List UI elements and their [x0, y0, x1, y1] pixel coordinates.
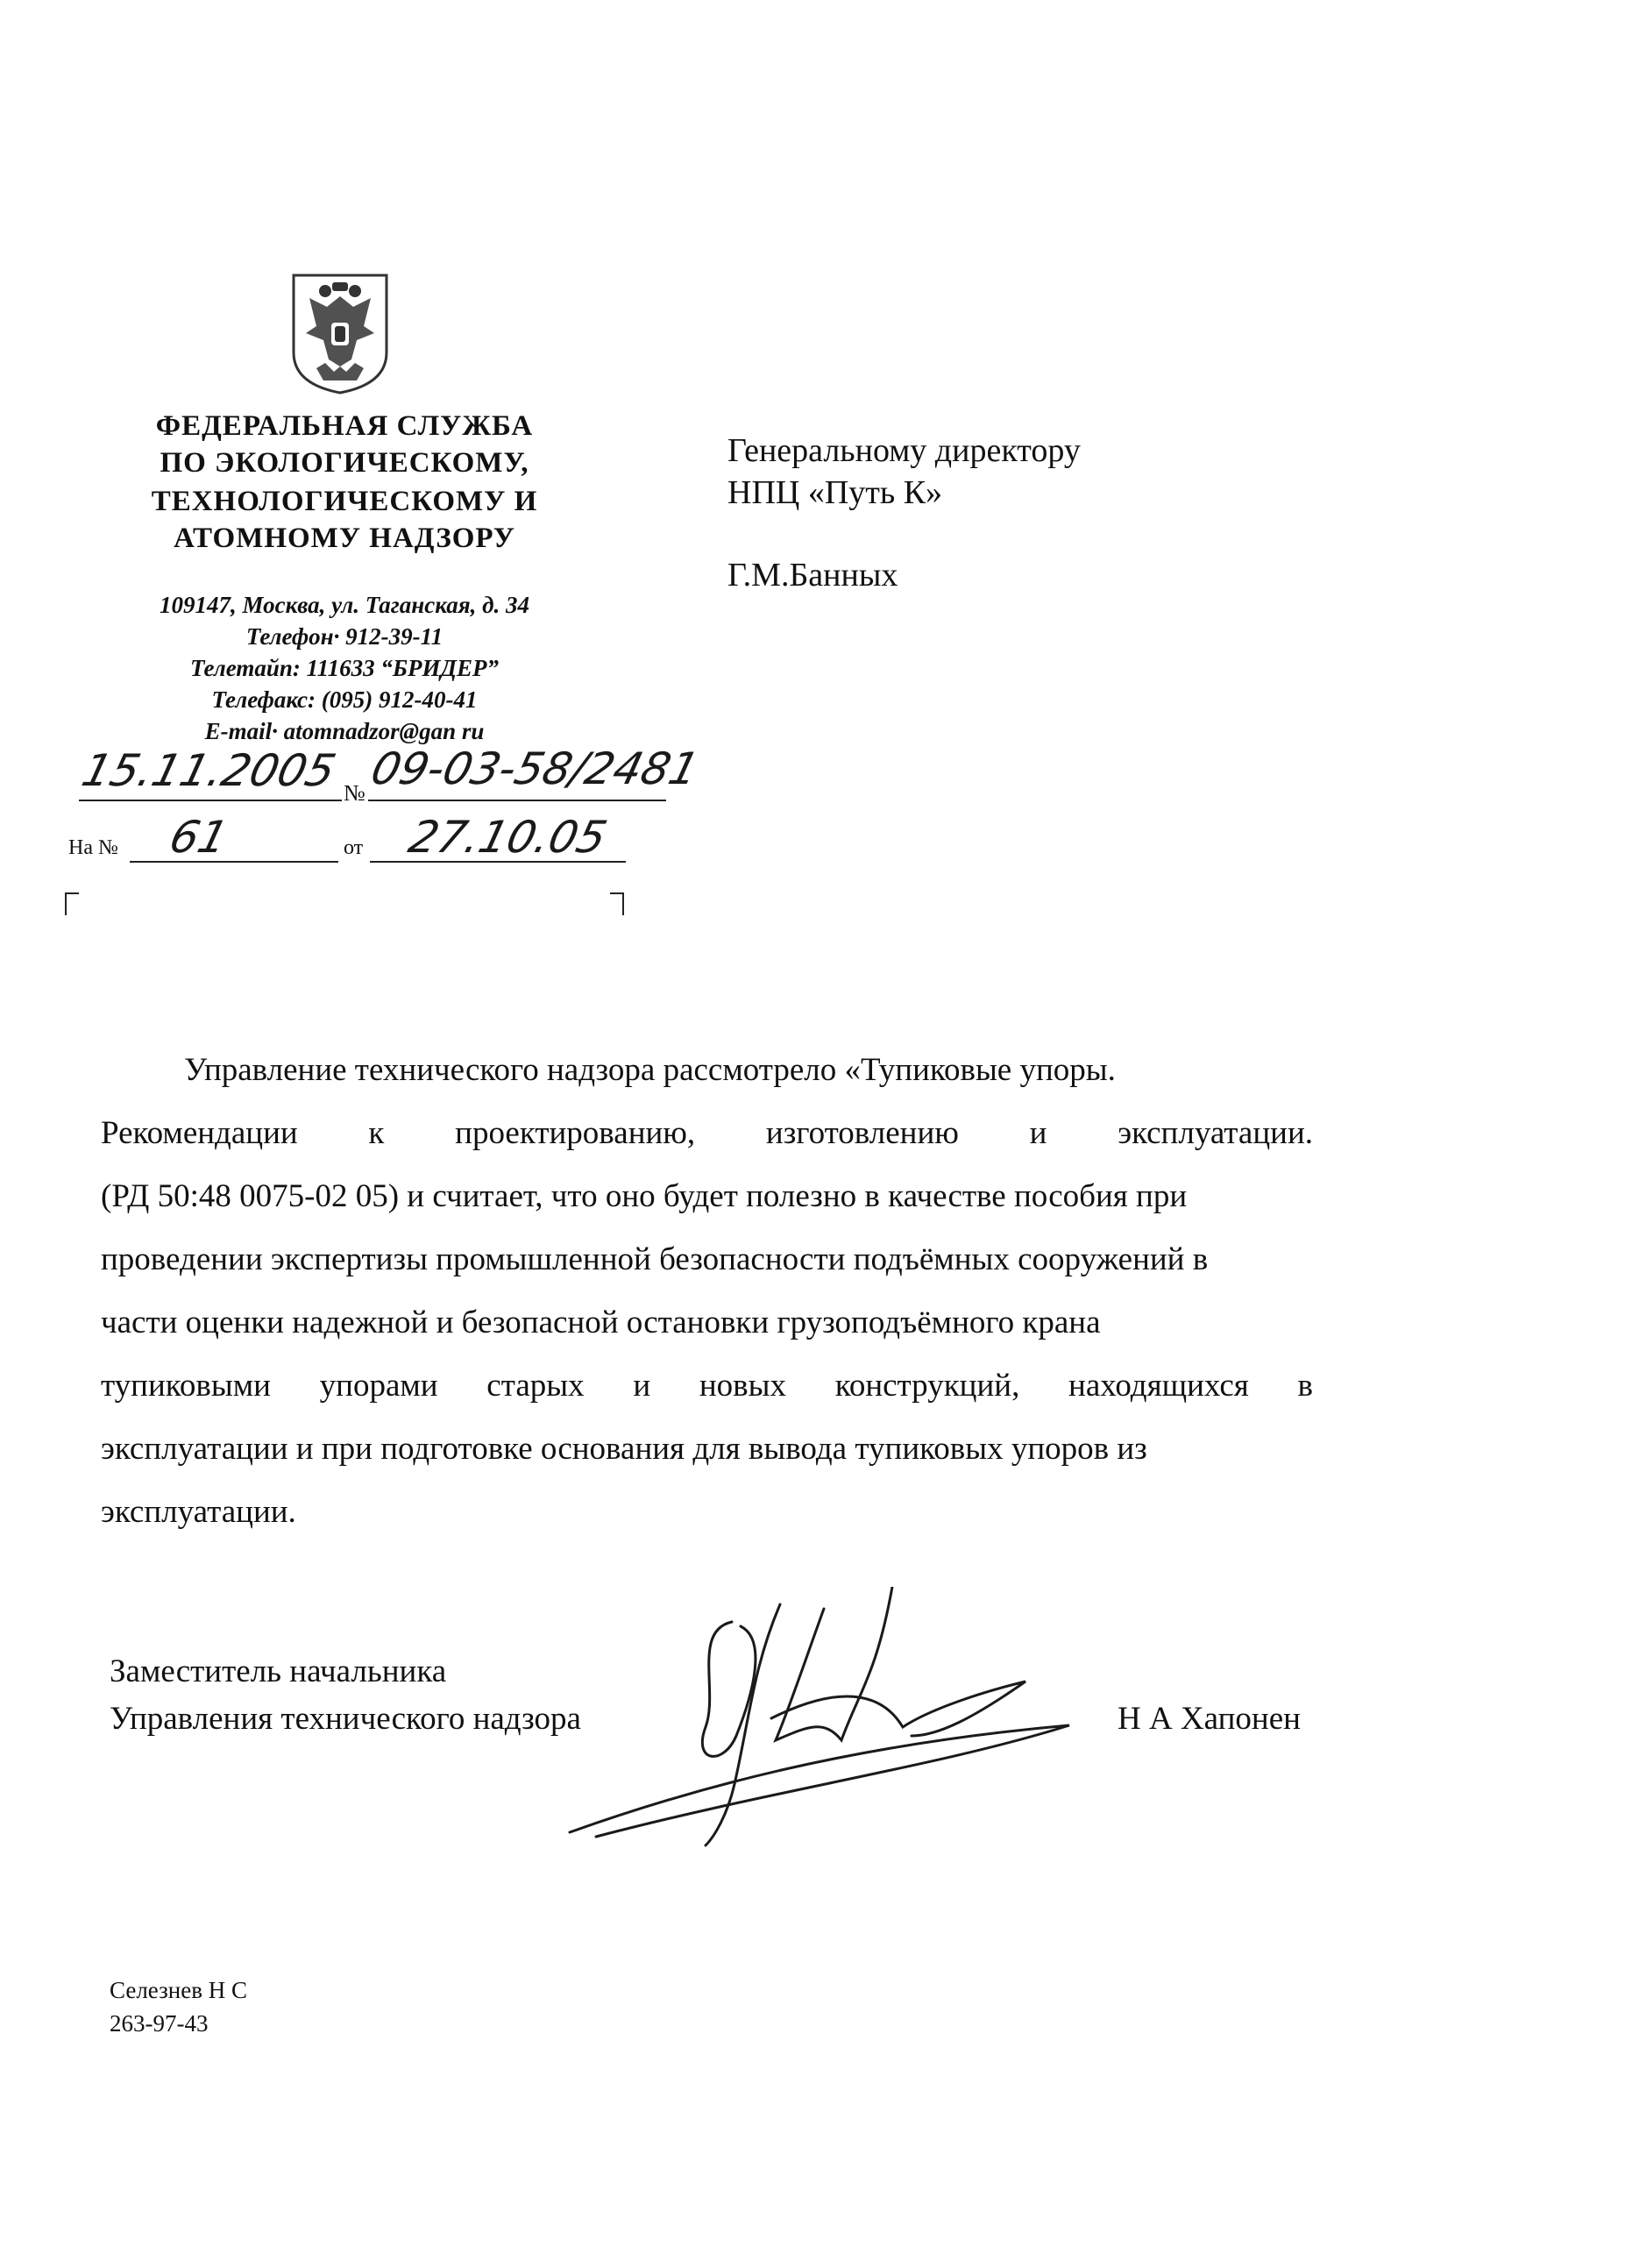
signatory-name: Н А Хапонен — [1118, 1701, 1301, 1737]
signatory-title-line-2: Управления технического надзора — [110, 1701, 581, 1737]
address-corner-mark-left — [63, 891, 81, 917]
agency-fax: Телефакс: (095) 912-40-41 — [211, 686, 478, 713]
reply-number-label: На № — [68, 836, 118, 859]
reply-number-underline — [130, 861, 338, 863]
addressee-position: Генеральному директору — [727, 432, 1081, 469]
outgoing-date: 15.11.2005 — [76, 745, 341, 796]
agency-address: 109147, Москва, ул. Таганская, д. 34 — [159, 592, 530, 618]
addressee-name: Г.М.Банных — [727, 557, 898, 594]
outgoing-number-label: № — [344, 780, 365, 806]
outgoing-number: 09-03-58/2481 — [365, 743, 705, 794]
agency-name-line-3: ТЕХНОЛОГИЧЕСКОМУ И — [151, 486, 538, 517]
number-underline — [368, 800, 666, 801]
agency-email: E-mail· atomnadzor@gan ru — [204, 718, 485, 744]
agency-name-line-4: АТОМНОМУ НАДЗОРУ — [174, 523, 515, 554]
agency-name-line-1: ФЕДЕРАЛЬНАЯ СЛУЖБА — [155, 410, 534, 442]
body-line-5: части оценки надежной и безопасной остановки грузоподъёмного крана — [101, 1305, 1101, 1340]
addressee-organization: НПЦ «Путь К» — [727, 474, 943, 511]
date-underline — [79, 800, 342, 801]
reply-date-label: от — [344, 836, 364, 859]
signatory-title-line-1: Заместитель начальника — [110, 1653, 447, 1689]
body-line-8: эксплуатации. — [101, 1494, 296, 1530]
body-line-1: Управление технического надзора рассмотрело «Тупиковые упоры. — [184, 1052, 1116, 1088]
body-line-2: Рекомендации к проектированию, изготовлению и эксплуатации. — [101, 1115, 1313, 1151]
agency-phone: Телефон· 912-39-11 — [245, 623, 444, 650]
coat-of-arms-emblem — [290, 272, 390, 395]
agency-name-line-2: ПО ЭКОЛОГИЧЕСКОМУ, — [160, 447, 529, 479]
body-line-6: тупиковыми упорами старых и новых конструкций, находящихся в — [101, 1368, 1313, 1404]
executor-phone: 263-97-43 — [110, 2010, 209, 2037]
body-line-3: (РД 50:48 0075-02 05) и считает, что оно будет полезно в качестве пособия при — [101, 1178, 1188, 1214]
executor-name: Селезнев Н С — [110, 1977, 247, 2003]
handwritten-signature — [561, 1587, 1122, 1859]
address-corner-mark-right — [608, 891, 626, 917]
body-line-4: проведении экспертизы промышленной безопасности подъёмных сооружений в — [101, 1241, 1209, 1277]
body-line-7: эксплуатации и при подготовке основания для вывода тупиковых упоров из — [101, 1431, 1147, 1467]
reply-number: 61 — [164, 812, 233, 863]
reply-date: 27.10.05 — [403, 812, 612, 863]
agency-teletype: Телетайп: 111633 “БРИДЕР” — [190, 655, 499, 681]
